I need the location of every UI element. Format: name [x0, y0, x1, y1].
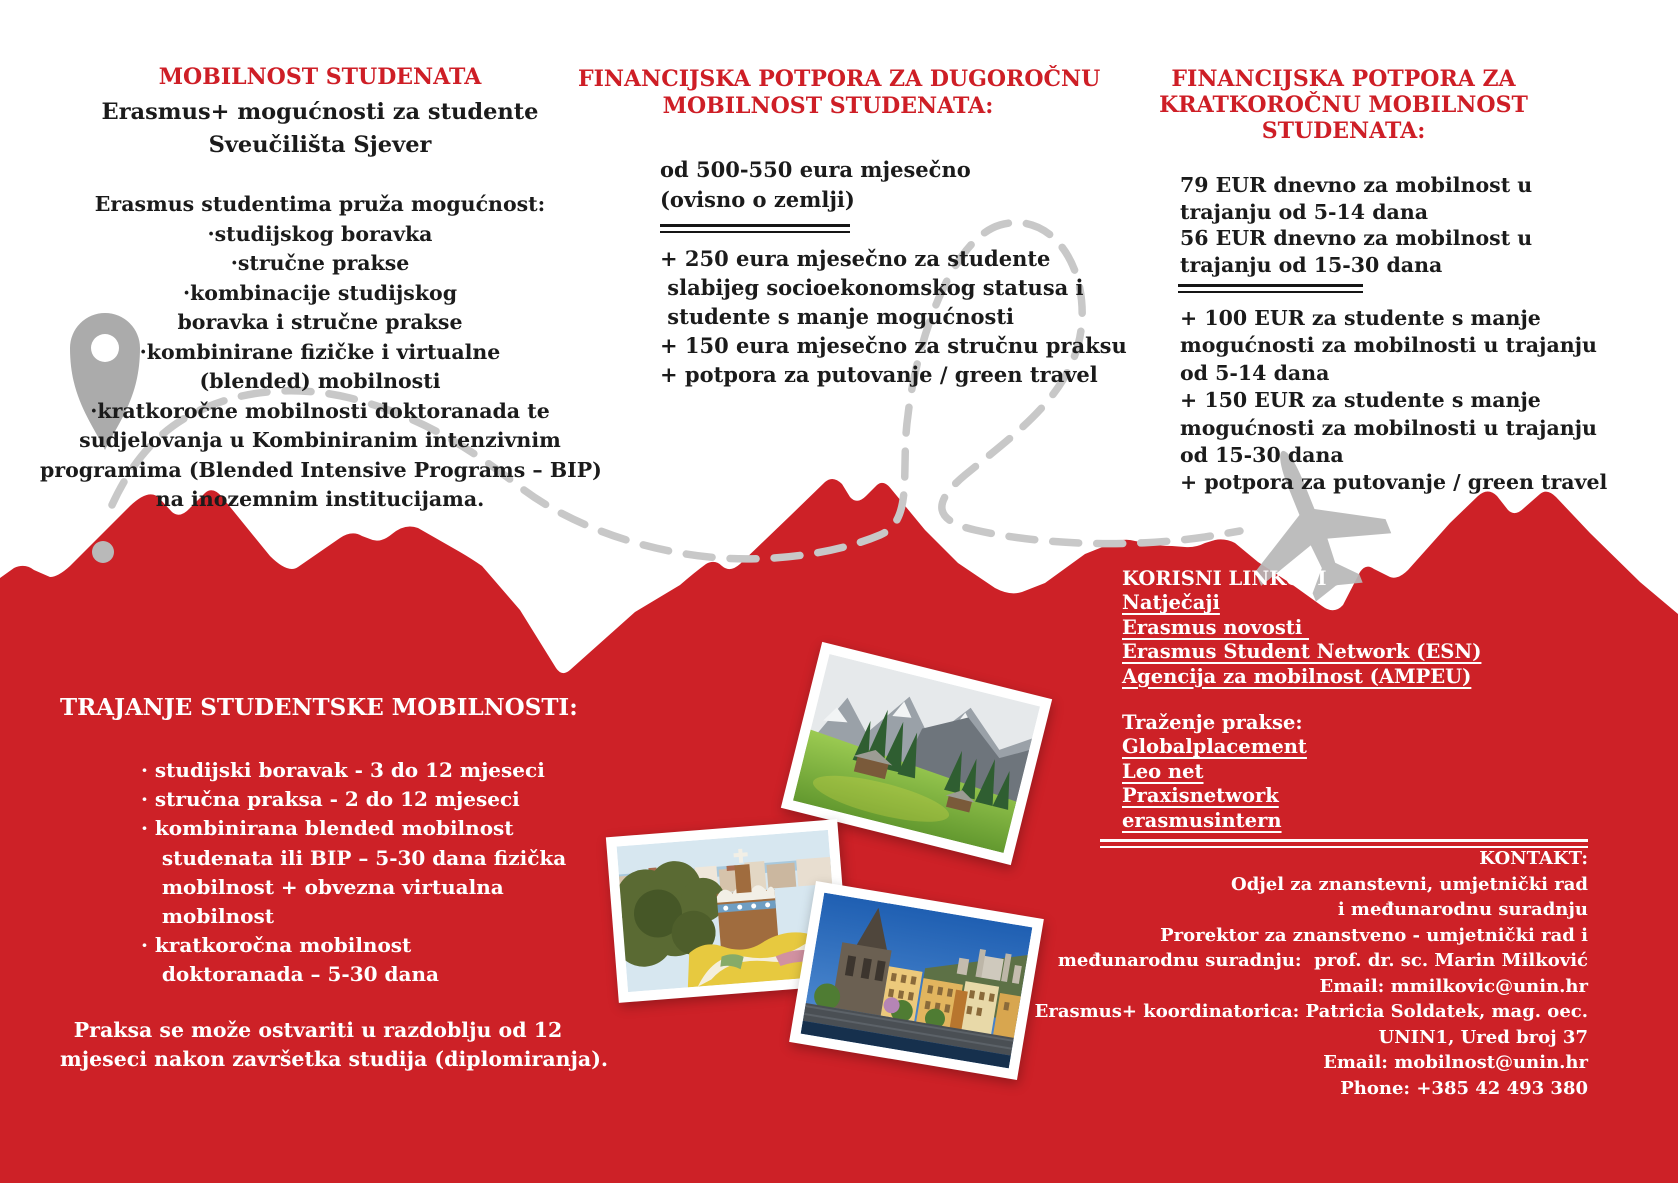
practice-note-line1: Praksa se može ostvariti u razdoblju od 12 [73, 1018, 563, 1042]
long-term-amount [660, 155, 1080, 214]
short-term-support-title-line1: FINANCIJSKA POTPORA ZA [1171, 66, 1516, 92]
short-term-rates-list [1180, 172, 1600, 278]
student-mobility-body [40, 190, 600, 515]
contact-line-4: međunarodnu suradnju: prof. dr. sc. Marin Milković [1057, 950, 1588, 971]
short-term-extra-line-2: od 5-14 dana [1180, 360, 1330, 385]
contact-block [1000, 846, 1588, 1101]
contact-line-9: Phone: +385 42 493 380 [1340, 1077, 1588, 1099]
short-term-extra-line-6: + potpora za putovanje / green travel [1180, 470, 1608, 495]
mobility-option-line-4: ·kombinirane fizičke i virtualne [139, 339, 501, 364]
mobility-option-line-0: ·studijskog boravka [207, 221, 433, 246]
duration-bullet-line-1: · stručna praksa - 2 do 12 mjeseci [141, 787, 520, 812]
contact-line-3: Prorektor za znanstveno - umjetnički rad i [1160, 924, 1588, 946]
duration-bullet-line-2: · kombinirana blended mobilnost [141, 816, 514, 841]
monthly-amount: od 500-550 eura mjesečno [660, 157, 971, 182]
contact-line-6: Erasmus+ koordinatorica: Patricia Soldatek, mag. oec. [1034, 1001, 1588, 1022]
mobility-option-line-9: na inozemnim institucijama. [155, 487, 485, 511]
short-term-extra-line-0: + 100 EUR za studente s manje [1180, 306, 1541, 330]
student-mobility-title: MOBILNOST STUDENATA [158, 64, 482, 90]
duration-bullet-line-5: mobilnost [141, 904, 274, 929]
short-term-separator [1178, 284, 1363, 293]
useful-links-heading: KORISNI LINKOVI [1122, 567, 1327, 590]
student-mobility-intro: Erasmus studentima pruža mogućnost: [94, 192, 546, 216]
contact-line-5: Email: mmilkovic@unin.hr [1319, 975, 1588, 997]
useful-link-2[interactable]: Erasmus Student Network (ESN) [1122, 640, 1482, 663]
duration-bullet-line-4: mobilnost + obvezna virtualna [141, 874, 504, 899]
student-mobility-list [40, 220, 600, 515]
useful-link-1[interactable]: Erasmus novosti [1122, 615, 1310, 639]
useful-link-3[interactable]: Agencija za mobilnost (AMPEU) [1122, 664, 1472, 688]
mobility-option-line-8: programima (Blended Intensive Programs – BIP) [40, 457, 602, 482]
mobility-option-line-2: ·kombinacije studijskog [182, 280, 458, 305]
short-term-support-title-line2: KRATKOROČNU MOBILNOST [1159, 92, 1528, 118]
duration-bullets-list [141, 756, 611, 990]
practice-link-2[interactable]: Praxisnetwork [1122, 784, 1279, 807]
student-mobility-subtitle-1: Erasmus+ mogućnosti za studente [101, 99, 539, 125]
useful-links-list [1122, 591, 1522, 689]
short-term-extra-line-1: mogućnosti za mobilnosti u trajanju [1180, 333, 1597, 358]
duration-title: TRAJANJE STUDENTSKE MOBILNOSTI: [60, 694, 578, 721]
long-term-support-title-line2: MOBILNOST STUDENATA: [662, 93, 994, 119]
practice-search-heading: Traženje prakse: [1122, 711, 1303, 734]
long-term-extra-line-4: + potpora za putovanje / green travel [660, 362, 1098, 387]
mobility-option-line-6: ·kratkoročne mobilnosti doktoranada te [90, 398, 550, 423]
practice-links-list [1122, 735, 1522, 833]
student-mobility-subtitle-2: Sveučilišta Sjever [208, 132, 432, 158]
long-term-support-title-line1: FINANCIJSKA POTPORA ZA DUGOROČNU [578, 66, 1101, 92]
daily-rate-line-0: 79 EUR dnevno za mobilnost u [1180, 173, 1533, 197]
contact-line-0: KONTAKT: [1479, 848, 1588, 869]
mobility-option-line-1: ·stručne prakse [230, 251, 410, 275]
long-term-extra-line-2: studente s manje mogućnosti [660, 304, 1015, 329]
duration-bullet-line-6: · kratkoročna mobilnost [141, 933, 412, 958]
short-term-extra-line-3: + 150 EUR za studente s manje [1180, 388, 1541, 413]
duration-bullet-line-7: doktoranada – 5-30 dana [141, 962, 439, 987]
daily-rate-line-3: trajanju od 15-30 dana [1180, 252, 1443, 277]
daily-rate-line-1: trajanju od 5-14 dana [1180, 199, 1429, 224]
long-term-extra-line-0: + 250 eura mjesečno za studente [660, 246, 1051, 271]
monthly-amount-note: (ovisno o zemlji) [660, 186, 855, 212]
short-term-support-title [1100, 66, 1587, 144]
short-term-extras-list [1180, 305, 1620, 497]
short-term-extra-line-5: od 15-30 dana [1180, 443, 1344, 468]
long-term-extra-line-3: + 150 eura mjesečno za stručnu praksu [660, 333, 1127, 358]
daily-rate-line-2: 56 EUR dnevno za mobilnost u [1180, 226, 1533, 250]
contact-line-8: Email: mobilnost@unin.hr [1323, 1052, 1588, 1073]
practice-note-line2: mjeseci nakon završetka studija (diplomiranja). [60, 1047, 609, 1071]
long-term-extra-line-1: slabijeg socioekonomskog statusa i [660, 275, 1084, 300]
practice-link-0[interactable]: Globalplacement [1122, 735, 1307, 758]
duration-bullet-line-3: studenata ili BIP – 5-30 dana fizička [141, 845, 567, 870]
contact-line-1: Odjel za znanstevni, umjetnički rad [1231, 873, 1588, 895]
duration-bullet-line-0: · studijski boravak - 3 do 12 mjeseci [141, 758, 545, 782]
long-term-support-title [578, 66, 1101, 120]
practice-link-1[interactable]: Leo net [1122, 759, 1204, 783]
practice-link-3[interactable]: erasmusintern [1122, 808, 1282, 832]
contact-line-7: UNIN1, Ured broj 37 [1378, 1026, 1588, 1048]
short-term-extra-line-4: mogućnosti za mobilnosti u trajanju [1180, 415, 1597, 440]
mobility-option-line-7: sudjelovanja u Kombiniranim intenzivnim [79, 428, 561, 452]
contact-line-2: i međunarodnu suradnju [1337, 899, 1588, 920]
mobility-option-line-3: boravka i stručne prakse [177, 310, 463, 334]
long-term-separator [660, 224, 850, 233]
long-term-extras-list [660, 244, 1127, 389]
short-term-support-title-line3: STUDENATA: [1261, 118, 1426, 144]
useful-link-0[interactable]: Natječaji [1122, 591, 1220, 614]
mobility-option-line-5: (blended) mobilnosti [199, 369, 441, 393]
practice-note [60, 1016, 609, 1074]
